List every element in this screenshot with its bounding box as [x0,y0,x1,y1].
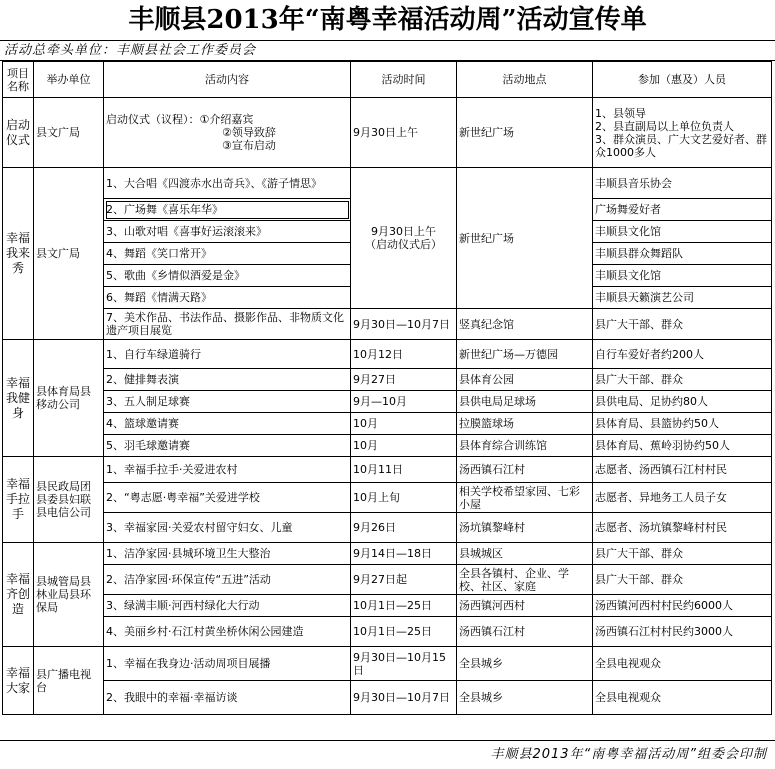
content-cell: 2、“粤志愿·粤幸福”关爱进学校 [104,483,351,513]
time-cell: 9月27日起 [351,565,457,595]
table-row [3,413,772,435]
time-line: （启动仪式后） [365,238,442,251]
people-cell: 广场舞爱好者 [593,199,772,221]
place-cell: 相关学校希望家园、七彩小屋 [457,483,593,513]
time-line: 9月30日上午 [371,225,436,238]
people-cell: 丰顺县文化馆 [593,265,772,287]
host-cell: 县文广局 [34,168,104,340]
table-row [3,681,772,715]
content-cell: 1、自行车绿道骑行 [104,340,351,369]
content-cell: 4、美丽乡村·石江村黄坐桥休闲公园建造 [104,617,351,647]
people-line: 3、群众演员、广大文艺爱好者、群众1000多人 [595,132,767,159]
place-cell: 新世纪广场 [457,98,593,168]
host-cell: 县广播电视台 [34,647,104,715]
header-host: 举办单位 [34,62,104,98]
people-cell: 全县电视观众 [593,647,772,681]
header-content: 活动内容 [104,62,351,98]
content-cell [104,98,351,168]
header-place: 活动地点 [457,62,593,98]
people-cell: 县体育局、蕉岭羽协约50人 [593,435,772,457]
time-cell: 9月30日—10月7日 [351,681,457,715]
place-cell: 全县城乡 [457,647,593,681]
host-cell: 县文广局 [34,98,104,168]
time-cell: 9月14日—18日 [351,543,457,565]
content-cell: 3、五人制足球赛 [104,391,351,413]
time-cell: 9月—10月 [351,391,457,413]
time-cell: 9月30日—10月7日 [351,309,457,340]
table-row [3,309,772,340]
place-cell: 县供电局足球场 [457,391,593,413]
people-cell: 县供电局、足协约80人 [593,391,772,413]
people-cell: 志愿者、汤西镇石江村村民 [593,457,772,483]
content-cell: 3、绿满丰顺·河西村绿化大行动 [104,595,351,617]
page-title: 丰顺县2013年“南粤幸福活动周”活动宣传单 [0,0,775,41]
header-row [3,62,772,98]
people-cell: 汤西镇河西村村民约6000人 [593,595,772,617]
time-cell: 10月1日—25日 [351,595,457,617]
table-row [3,513,772,543]
time-cell: 9月26日 [351,513,457,543]
host-cell: 县城管局县林业局县环保局 [34,543,104,647]
category-cell: 幸福大家 [3,647,34,715]
people-cell: 志愿者、汤坑镇黎峰村村民 [593,513,772,543]
time-cell: 10月12日 [351,340,457,369]
content-cell: 2、广场舞《喜乐年华》 [104,199,351,221]
content-cell: 5、羽毛球邀请赛 [104,435,351,457]
place-cell: 县体育综合训练馆 [457,435,593,457]
place-cell: 汤坑镇黎峰村 [457,513,593,543]
header-time: 活动时间 [351,62,457,98]
time-cell: 9月30日上午 [351,98,457,168]
time-cell: 10月1日—25日 [351,617,457,647]
people-cell: 丰顺县音乐协会 [593,168,772,199]
time-cell: 10月 [351,435,457,457]
people-line: 2、县直副局以上单位负责人 [595,119,734,133]
time-cell: 9月30日—10月15日 [351,647,457,681]
category-cell: 幸福手拉手 [3,457,34,543]
table-row [3,98,772,168]
people-cell: 县广大干部、群众 [593,309,772,340]
place-cell: 汤西镇石江村 [457,457,593,483]
table-row [3,483,772,513]
content-cell: 1、幸福手拉手·关爱进农村 [104,457,351,483]
time-cell: 9月27日 [351,369,457,391]
time-cell: 10月 [351,413,457,435]
people-cell [593,98,772,168]
table-row [3,340,772,369]
content-cell: 1、洁净家园·县城环境卫生大整治 [104,543,351,565]
organizer-line: 活动总牵头单位：丰顺县社会工作委员会 [0,41,775,61]
time-cell: 10月上旬 [351,483,457,513]
table-row [3,457,772,483]
table-row [3,565,772,595]
table-row [3,168,772,199]
category-cell: 幸福我健身 [3,340,34,457]
content-cell: 4、舞蹈《笑口常开》 [104,243,351,265]
table-row [3,543,772,565]
place-cell: 全县各镇村、企业、学校、社区、家庭 [457,565,593,595]
schedule-table [2,61,772,715]
content-line: ③宣布启动 [222,139,276,152]
people-cell: 丰顺县群众舞蹈队 [593,243,772,265]
content-cell: 3、幸福家园·关爱农村留守妇女、儿童 [104,513,351,543]
content-cell: 3、山歌对唱《喜事好运滚滚来》 [104,221,351,243]
people-cell: 县广大干部、群众 [593,543,772,565]
place-cell: 汤西镇河西村 [457,595,593,617]
content-cell: 2、健排舞表演 [104,369,351,391]
table-row [3,369,772,391]
people-cell: 志愿者、异地务工人员子女 [593,483,772,513]
place-cell: 新世纪广场 [457,168,593,309]
category-cell: 幸福我来秀 [3,168,34,340]
host-cell: 县民政局团县委县妇联县电信公司 [34,457,104,543]
header-project: 项目名称 [3,62,34,98]
header-people: 参加（惠及）人员 [593,62,772,98]
content-cell: 2、我眼中的幸福·幸福访谈 [104,681,351,715]
content-cell: 1、大合唱《四渡赤水出奇兵》、《游子情思》 [104,168,351,199]
table-row [3,391,772,413]
people-cell: 丰顺县文化馆 [593,221,772,243]
people-cell: 县广大干部、群众 [593,565,772,595]
place-cell: 全县城乡 [457,681,593,715]
content-cell: 1、幸福在我身边·活动周项目展播 [104,647,351,681]
place-cell: 新世纪广场—万德园 [457,340,593,369]
place-cell: 汤西镇石江村 [457,617,593,647]
host-cell: 县体育局县移动公司 [34,340,104,457]
category-cell: 幸福齐创造 [3,543,34,647]
table-row [3,595,772,617]
content-cell: 5、歌曲《乡情似酒爱是金》 [104,265,351,287]
time-cell [351,168,457,309]
place-cell: 拉膜篮球场 [457,413,593,435]
table-row [3,647,772,681]
people-cell: 汤西镇石江村村民约3000人 [593,617,772,647]
people-line: 1、县领导 [595,106,646,120]
content-cell: 6、舞蹈《情满天路》 [104,287,351,309]
content-line: ②领导致辞 [222,126,276,139]
content-cell: 7、美术作品、书法作品、摄影作品、非物质文化遗产项目展览 [104,309,351,340]
people-cell: 县体育局、县篮协约50人 [593,413,772,435]
content-cell: 4、篮球邀请赛 [104,413,351,435]
content-line: 启动仪式（议程）：①介绍嘉宾 [106,113,254,126]
place-cell: 县城城区 [457,543,593,565]
people-cell: 自行车爱好者约200人 [593,340,772,369]
people-cell: 县广大干部、群众 [593,369,772,391]
place-cell: 竖真纪念馆 [457,309,593,340]
footer-credit: 丰顺县2013年“南粤幸福活动周”组委会印制 [0,740,775,769]
people-cell: 丰顺县天籁演艺公司 [593,287,772,309]
table-row [3,617,772,647]
table-row [3,435,772,457]
content-cell: 2、洁净家园·环保宣传“五进”活动 [104,565,351,595]
category-cell: 启动仪式 [3,98,34,168]
time-cell: 10月11日 [351,457,457,483]
place-cell: 县体育公园 [457,369,593,391]
people-cell: 全县电视观众 [593,681,772,715]
